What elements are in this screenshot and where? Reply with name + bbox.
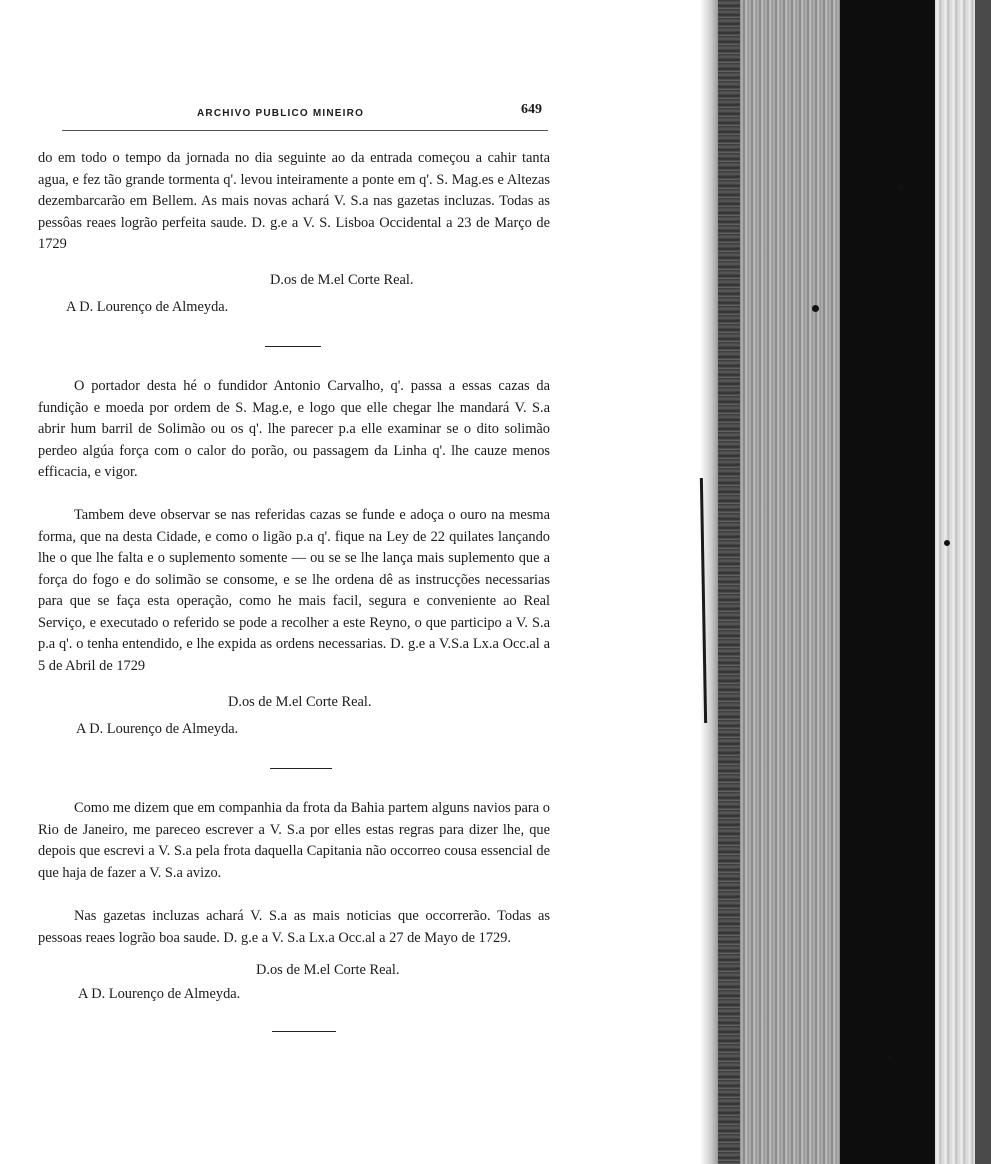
- page-header: [62, 100, 548, 131]
- scan-speck: [898, 184, 904, 190]
- scan-border: [975, 0, 991, 1164]
- running-head: ARCHIVO PUBLICO MINEIRO: [197, 108, 365, 119]
- letter3-paragraph-2: Nas gazetas incluzas achará V. S.a as mais noticias que occorrerão. Todas as pessoas reaes logrão boa saude. D. g.e a V. S.a Lx.a Occ.al a 27 de Mayo de 1729.: [38, 908, 550, 946]
- binding-edge: [718, 0, 740, 1164]
- section-divider: [265, 346, 321, 347]
- letter2-paragraph-1: O portador desta hé o fundidor Antonio Carvalho, q'. passa a essas cazas da fundição e moeda por ordem de S. Mag.e, e logo que elle chegar lhe mandará V. S.a abrir hum barril de Solimão ou os q'. lhe parecer p.a elle examinar se o dito solimão perdeo algúa força com o calor do porão, ou passagem da Linha q'. lhe cauze menos efficacia, e vigor.: [38, 378, 550, 480]
- letter3-addressee: A D. Lourenço de Almeyda.: [78, 986, 241, 1002]
- spine-highlight: [935, 0, 975, 1164]
- letter2-addressee: A D. Lourenço de Almeyda.: [76, 721, 239, 737]
- book-spine: [840, 0, 935, 1164]
- section-divider: [270, 768, 332, 769]
- scan-speck: [888, 1056, 893, 1061]
- section-divider: [272, 1031, 336, 1032]
- letter1-body: do em todo o tempo da jornada no dia seguinte ao da entrada começou a cahir tanta agua, e fez tão grande tormenta q'. levou inteiramente a ponte em q'. S. Mag.es e Altezas dezembarcarão em Bellem. As mais novas achará V. S.a nas gazetas incluzas. Todas as pessôas reaes logrão perfeita saude. D. g.e a V. S. Lisboa Occidental a 23 de Março de 1729: [38, 150, 550, 252]
- scan-speck: [944, 540, 950, 546]
- scan-speck: [812, 305, 819, 312]
- letter1-signature: D.os de M.el Corte Real.: [270, 272, 414, 288]
- letter3-signature: D.os de M.el Corte Real.: [256, 962, 400, 978]
- letter2-paragraph-2: Tambem deve observar se nas referidas cazas se funde e adoça o ouro na mesma forma, que na desta Cidade, e como o ligão p.a q'. fique na Ley de 22 quilates lançando lhe o que lhe falta e o suplemento somente — ou se se lhe lança mais suplemento que a força do fogo e do solimão se consome, e se lhe ordena dê as instrucções necessarias para que se faça esta operação, como he mais facil, segura e conveniente ao Real Serviço, e executado o referido se pode a recolher a este Reyno, o que participo a V. S.a p.a q'. o tenha entendido, e lhe expida as ordens necessarias. D. g.e a V.S.a Lx.a Occ.al a 5 de Abril de 1729: [38, 507, 550, 674]
- letter2-signature: D.os de M.el Corte Real.: [228, 694, 372, 710]
- letter1-addressee: A D. Lourenço de Almeyda.: [66, 299, 229, 315]
- letter3-paragraph-1: Como me dizem que em companhia da frota da Bahia partem alguns navios para o Rio de Janeiro, me pareceo escrever a V. S.a por elles estas regras para dizer lhe, que depois que escrevi a V. S.a pela frota daquella Capitania não occorreo cousa essencial de que haja de fazer a V. S.a avizo.: [38, 800, 550, 881]
- adjacent-page-edge: [740, 0, 840, 1164]
- page-number: 649: [521, 102, 542, 117]
